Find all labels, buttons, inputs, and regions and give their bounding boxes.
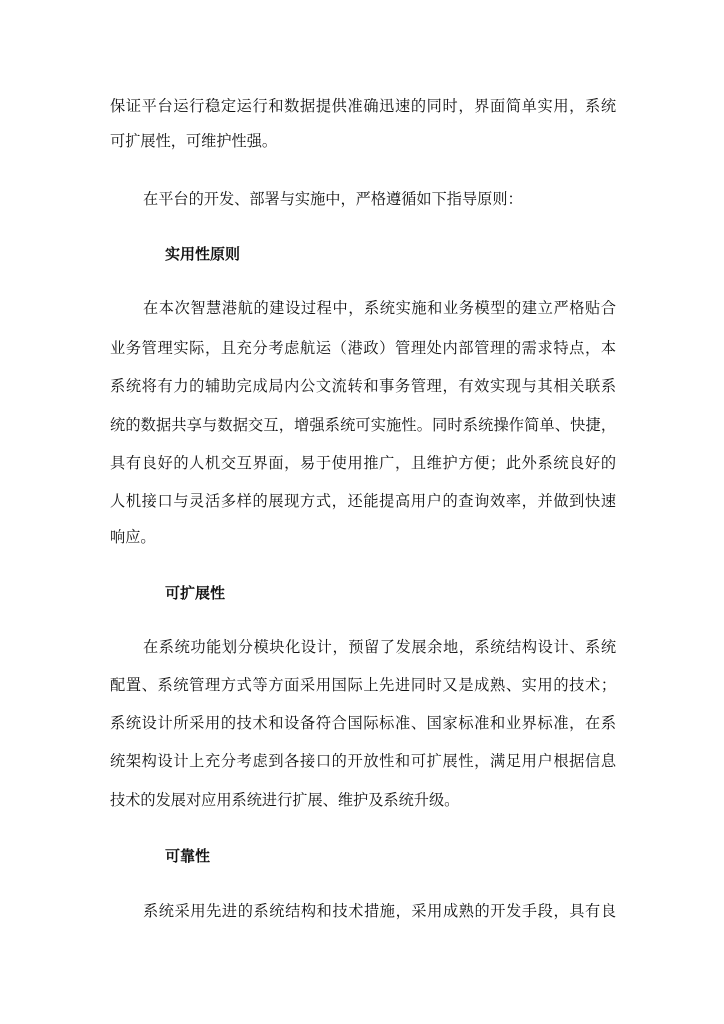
practicality-line-2: 业务管理实际，且充分考虑航运（港政）管理处内部管理的需求特点，本 <box>110 339 616 357</box>
heading-extensibility: 可扩展性 <box>165 584 226 602</box>
heading-practicality: 实用性原则 <box>165 245 241 263</box>
extensibility-line-5: 技术的发展对应用系统进行扩展、维护及系统升级。 <box>110 791 460 809</box>
extensibility-line-2: 配置、系统管理方式等方面采用国际上先进同时又是成熟、实用的技术； <box>110 676 616 694</box>
intro-line-2: 可扩展性，可维护性强。 <box>110 132 278 150</box>
extensibility-line-4: 统架构设计上充分考虑到各接口的开放性和可扩展性，满足用户根据信息 <box>110 752 616 770</box>
practicality-line-3: 系统将有力的辅助完成局内公文流转和事务管理，有效实现与其相关联系 <box>110 377 616 395</box>
practicality-line-7: 响应。 <box>110 528 156 546</box>
practicality-line-4: 统的数据共享与数据交互，增强系统可实施性。同时系统操作简单、快捷， <box>110 416 616 434</box>
principle-intro-line: 在平台的开发、部署与实施中，严格遵循如下指导原则： <box>143 190 523 208</box>
extensibility-line-3: 系统设计所采用的技术和设备符合国际标准、国家标准和业界标准，在系 <box>110 714 616 732</box>
practicality-line-6: 人机接口与灵活多样的展现方式，还能提高用户的查询效率，并做到快速 <box>110 492 616 510</box>
practicality-line-5: 具有良好的人机交互界面，易于使用推广，且维护方便；此外系统良好的 <box>110 454 616 472</box>
practicality-line-1: 在本次智慧港航的建设过程中，系统实施和业务模型的建立严格贴合 <box>143 299 616 317</box>
extensibility-line-1: 在系统功能划分模块化设计，预留了发展余地，系统结构设计、系统 <box>143 638 616 656</box>
intro-line-1: 保证平台运行稳定运行和数据提供准确迅速的同时，界面简单实用，系统 <box>110 97 616 115</box>
reliability-line-1: 系统采用先进的系统结构和技术措施，采用成熟的开发手段，具有良 <box>143 902 616 920</box>
heading-reliability: 可靠性 <box>165 847 211 865</box>
